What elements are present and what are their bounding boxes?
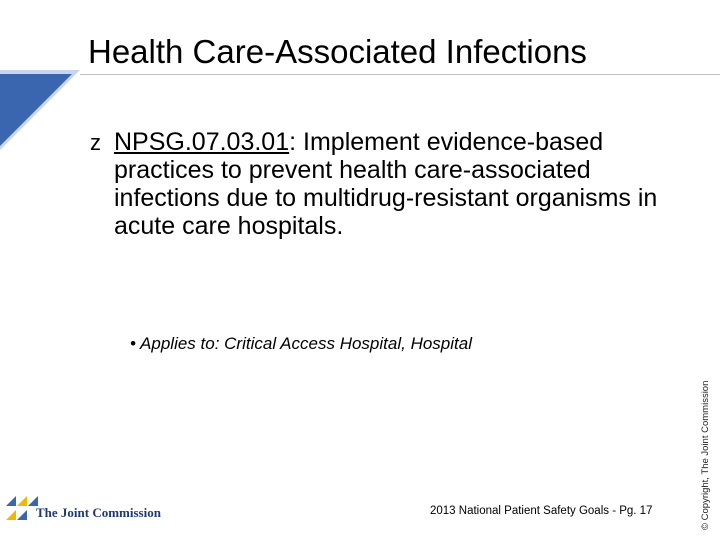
corner-decoration: [0, 70, 80, 150]
logo-wordmark: The Joint Commission: [36, 505, 161, 520]
footer-page-number: 2013 National Patient Safety Goals - Pg. 17: [430, 505, 653, 517]
goal-separator: :: [289, 128, 304, 156]
bullet-marker: z: [90, 130, 101, 155]
copyright-notice: © Copyright, The Joint Commission: [700, 380, 711, 530]
slide-title: Health Care-Associated Infections: [88, 33, 587, 70]
title-rule: [80, 74, 720, 75]
goal-code: NPSG.07.03.01: [114, 128, 290, 156]
applies-to-text: • Applies to: Critical Access Hospital, Hospital: [130, 334, 472, 353]
bullet-text-block: [114, 128, 670, 240]
bullet-item: [90, 128, 670, 240]
goal-description: Implement evidence-based practices to prevent health care-associated infections due to multidrug-resistant organisms in acute care hospitals.: [114, 128, 658, 240]
joint-commission-logo-icon: [6, 492, 38, 522]
